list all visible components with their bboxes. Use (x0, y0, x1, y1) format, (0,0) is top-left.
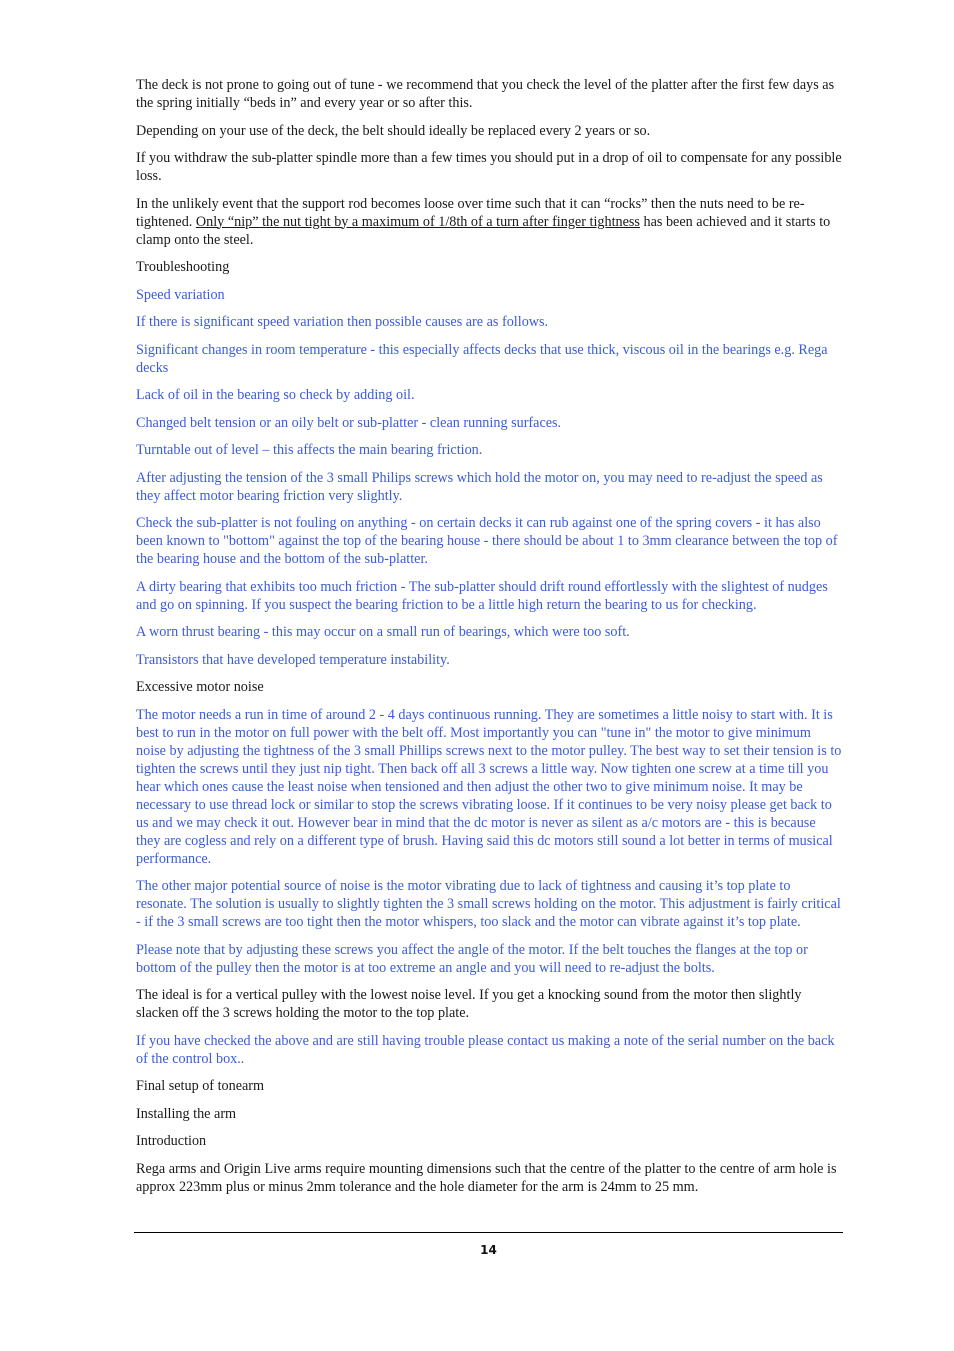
paragraph-with-underline (136, 195, 842, 249)
paragraph: If you have checked the above and are still having trouble please contact us making a note of the serial number on the back of the control box.. (136, 1032, 835, 1067)
list-item: Changed belt tension or an oily belt or sub-platter - clean running surfaces. (136, 414, 562, 431)
section-heading-tonearm: Final setup of tonearm (136, 1078, 265, 1094)
list-item: Turntable out of level – this affects the main bearing friction. (136, 442, 483, 458)
list-item: Check the sub-platter is not fouling on anything - on certain decks it can rub against one of the spring covers - it has also been known to "bottom" against the top of the bearing house - there should be about 1 to 3mm clearance between the top of the bearing house and the bottom of the sub-platter. (136, 515, 838, 567)
paragraph: The ideal is for a vertical pulley with the lowest noise level. If you get a knocking sound from the motor then slightly slacken off the 3 screws holding the motor to the top plate. (136, 987, 802, 1021)
list-item: Lack of oil in the bearing so check by adding oil. (136, 387, 415, 403)
list-item: A worn thrust bearing - this may occur on a small run of bearings, which were too soft. (136, 624, 630, 640)
text-run: In the unlikely event that the support rod becomes loose over time such that it can “rocks” then the nuts need to be re-tightened. (136, 195, 805, 230)
list-item: After adjusting the tension of the 3 small Philips screws which hold the motor on, you may need to re-adjust the speed as they affect motor bearing friction very slightly. (136, 469, 823, 504)
subheading-motor-noise: Excessive motor noise (136, 679, 264, 695)
subheading-introduction: Introduction (136, 1133, 207, 1149)
paragraph: Please note that by adjusting these screws you affect the angle of the motor. If the belt touches the flanges at the top or bottom of the pulley then the motor is at too extreme an angle and you will need to re-adjust the bolts. (136, 941, 808, 976)
paragraph: If there is significant speed variation then possible causes are as follows. (136, 314, 549, 330)
list-item: Transistors that have developed temperature instability. (136, 651, 450, 668)
list-item: A dirty bearing that exhibits too much friction - The sub-platter should drift round effortlessly with the slightest of nudges and go on spinning. If you suspect the bearing friction to be a little high return the bearing to us for checking. (136, 578, 828, 613)
subheading-speed-variation: Speed variation (136, 286, 225, 303)
footer-divider (134, 1232, 843, 1233)
section-heading-troubleshooting: Troubleshooting (136, 259, 230, 275)
paragraph: Depending on your use of the deck, the belt should ideally be replaced every 2 years or so. (136, 122, 651, 139)
paragraph: The motor needs a run in time of around 2 - 4 days continuous running. They are sometimes a little noisy to start with. It is best to run in the motor on full power with the belt off. Most importantly you can "tune in" the motor to give minimum noise by adjusting the tightness of the 3 small Phillips screws next to the motor pulley. The best way to set their tension is to tighten the screws until they just nip tight. Then back off all 3 screws a little way. Now tighten one screw at a time till you hear which ones cause the least noise when tensioned and then adjust the other two to give minimum noise. It may be necessary to use thread lock or similar to stop the screws vibrating loose. If it continues to be very noisy please get back to us and we may check it out. However bear in mind that the dc motor is never as silent as a/c motors are - this is because they are cogless and rely on a different type of brush. Having said this dc motors still sound a lot better in terms of musical performance. (136, 706, 842, 867)
subheading-installing-arm: Installing the arm (136, 1105, 237, 1122)
text-run: has been achieved and it starts to clamp onto the steel. (136, 213, 831, 248)
page-number: 14 (480, 1243, 497, 1257)
document-body (136, 76, 842, 1205)
paragraph: The deck is not prone to going out of tune - we recommend that you check the level of the platter after the first few days as the spring initially “beds in” and every year or so after this. (136, 77, 835, 111)
paragraph: If you withdraw the sub-platter spindle more than a few times you should put in a drop of oil to compensate for any possible loss. (136, 150, 842, 184)
paragraph: Rega arms and Origin Live arms require mounting dimensions such that the centre of the platter to the centre of arm hole is approx 223mm plus or minus 2mm tolerance and the hole diameter for the arm is 24mm to 25 mm. (136, 1160, 837, 1195)
underlined-warning: Only “nip” the nut tight by a maximum of 1/8th of a turn after finger tightness (195, 213, 640, 230)
paragraph: The other major potential source of noise is the motor vibrating due to lack of tightness and causing it’s top plate to resonate. The solution is usually to slightly tighten the 3 small screws holding on the motor. This adjustment is fairly critical - if the 3 small screws are too tight then the motor whispers, too slack and the motor can vibrate against it’s top plate. (136, 878, 841, 930)
list-item: Significant changes in room temperature - this especially affects decks that use thick, viscous oil in the bearings e.g. Rega decks (136, 341, 828, 376)
